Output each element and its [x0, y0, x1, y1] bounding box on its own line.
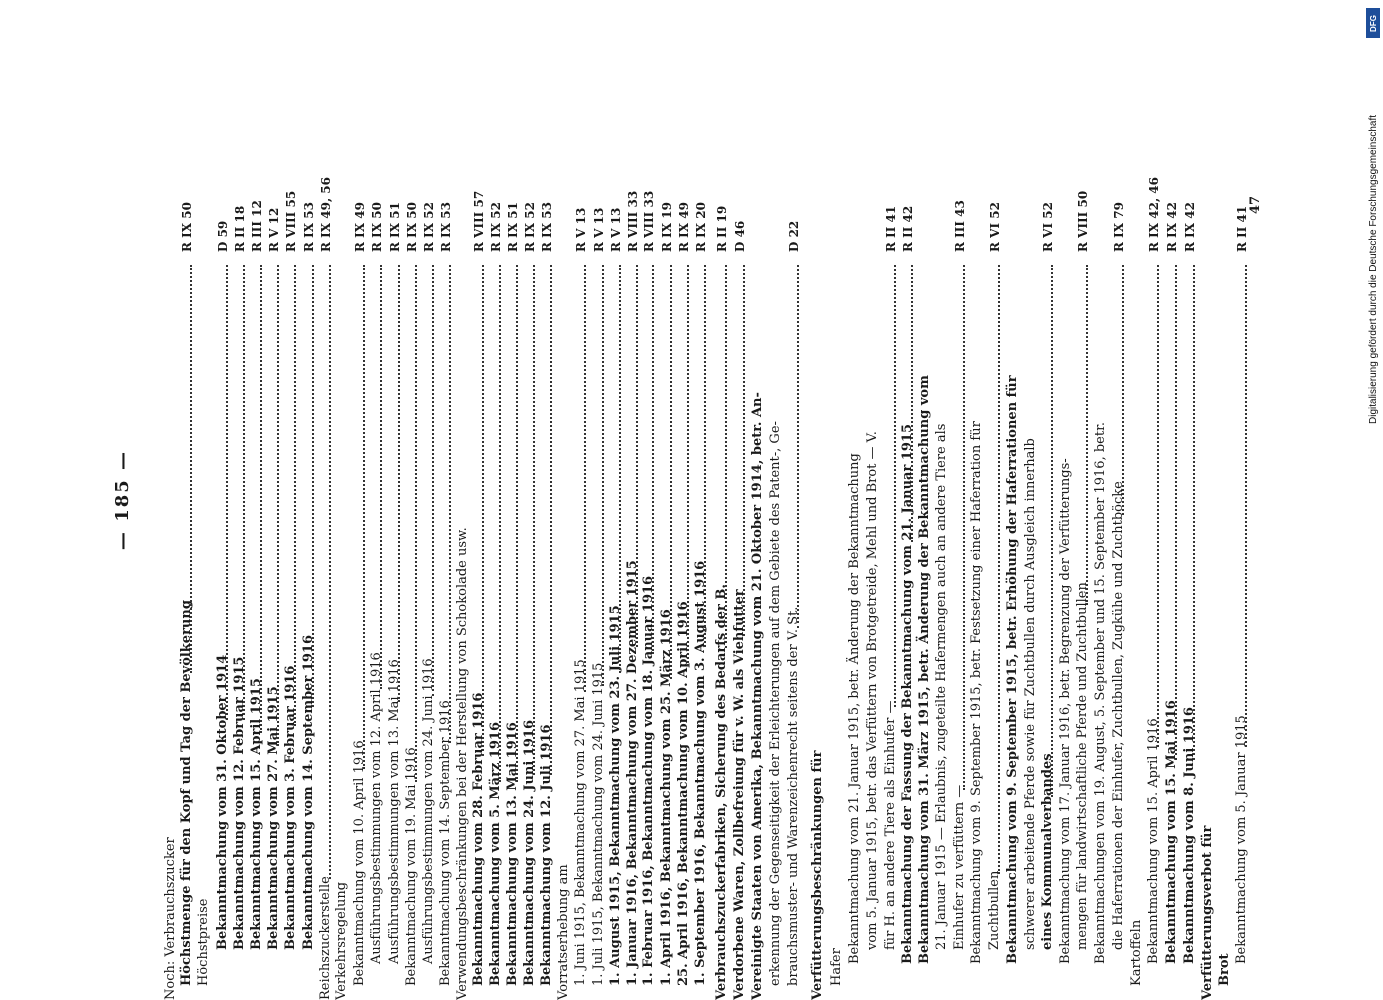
dfg-caption: Digitalisierung gefördert durch die Deutsche Forschungsgemeinschaft — [1368, 114, 1379, 424]
entry-text: Vorratserhebung am — [556, 864, 571, 1000]
entry-text: für H. an andere Tiere als Einhufer — — [883, 700, 898, 950]
dot-leader — [729, 265, 745, 636]
entry-text: Noch: Verbrauchszucker — [163, 837, 178, 1000]
entry-reference: R V 13 — [609, 207, 623, 252]
dot-leader — [401, 265, 417, 782]
dot-leader — [622, 265, 638, 647]
entry-text: Einhufer zu verfüttern — — [952, 784, 967, 950]
entry-text: Bekanntmachung vom 3. Februar 1916 — [283, 665, 298, 950]
dot-leader — [690, 265, 706, 647]
dot-leader — [366, 265, 382, 689]
entry-reference: R IX 49 — [677, 202, 691, 252]
dot-leader — [536, 265, 552, 775]
dot-leader — [1072, 265, 1088, 605]
dot-leader — [246, 265, 262, 733]
entry-text: Verfütterungsverbot für — [1200, 825, 1215, 1000]
dot-leader — [1179, 265, 1195, 760]
entry-reference: R IX 49, 56 — [319, 176, 333, 252]
dot-leader — [280, 265, 296, 726]
entry-reference: R IX 50 — [180, 202, 194, 252]
entry-text: Bekanntmachung vom 8. Juni 1916 — [1182, 707, 1197, 964]
entry-text: Bekanntmachung vom 31. März 1915, betr. Änderung der Bekanntmachung vom — [917, 375, 932, 964]
dot-leader — [880, 265, 896, 707]
entry-text: Brot — [1217, 953, 1232, 986]
dot-leader — [711, 265, 727, 648]
entry-text: 1. August 1915, Bekanntmachung vom 23. Juli 1915 — [608, 605, 623, 986]
dot-leader — [263, 265, 279, 746]
entry-reference: R V 12 — [267, 207, 281, 252]
entry-text: Bekanntmachung vom 14. September 1916 — [438, 700, 453, 986]
dot-leader — [435, 265, 451, 743]
entry-reference: R IX 50 — [405, 202, 419, 252]
entry-text: vom 5. Januar 1915, betr. das Verfüttern von Brotgetreide, Mehl und Brot — V. — [865, 431, 880, 950]
dot-leader — [485, 265, 501, 782]
dot-leader — [229, 265, 245, 720]
entry-reference: R VIII 55 — [284, 190, 298, 252]
entry-text: Bekanntmachung vom 5. März 1916 — [488, 721, 503, 986]
entry-text: Bekanntmachung vom 31. Oktober 1914 — [215, 654, 230, 950]
footer-number: 47 — [1248, 195, 1263, 214]
entry-text: Bekanntmachung vom 14. September 1916 — [301, 634, 316, 950]
entry-text: Ausführungsbestimmungen vom 24. Juni 1916 — [421, 658, 436, 964]
entry-text: Bekanntmachung vom 9. September 1915, betr. Festsetzung einer Haferration für — [969, 421, 984, 964]
dot-leader — [349, 265, 365, 769]
dot-leader — [298, 265, 314, 707]
dot-leader — [1108, 265, 1124, 515]
entry-text: Bekanntmachung vom 15. Mai 1916 — [1164, 700, 1179, 964]
entry-text: Bekanntmachung vom 10. April 1916 — [352, 740, 367, 986]
entry-reference: R IX 49 — [353, 202, 367, 252]
entry-reference: D 46 — [733, 220, 747, 252]
entry-reference: R IX 51 — [506, 202, 520, 252]
entry-reference: R II 19 — [715, 205, 729, 252]
entry-reference: R VI 52 — [988, 202, 1002, 252]
entry-text: 25. April 1916, Bekanntmachung vom 10. April 1916 — [676, 601, 691, 986]
dot-leader — [418, 265, 434, 696]
entry-reference: R VIII 57 — [472, 190, 486, 252]
entry-reference: R VIII 50 — [1076, 190, 1090, 252]
entry-reference: R IX 52 — [523, 202, 537, 252]
entry-reference: R IX 79 — [1112, 202, 1126, 252]
entry-text: Bekanntmachungen vom 19. August, 5. September und 15. September 1916, betr. — [1093, 422, 1108, 964]
entry-reference: R II 18 — [233, 205, 247, 252]
entry-text: Reichszuckerstelle — [318, 876, 333, 1000]
entry-text: Hafer — [829, 948, 844, 986]
entry-text: Bekanntmachung vom 19. Mai 1916 — [404, 747, 419, 986]
entry-reference: R IX 51 — [388, 202, 402, 252]
entry-reference: R II 41 — [1235, 205, 1249, 252]
entry-text: eines Kommunalverbandes — [1040, 753, 1055, 950]
dot-leader — [1161, 265, 1177, 760]
dot-leader — [570, 265, 586, 692]
entry-text: Verbrauchszuckerfabriken, Sicherung des Bedarfs der B. — [714, 584, 729, 1000]
entry-text: Bekanntmachung vom 5. Januar 1915 — [1234, 715, 1249, 964]
entry-text: Bekanntmachung vom 9. September 1915, betr. Erhöhung der Haferrationen für — [1005, 375, 1020, 964]
entry-reference: R VI 52 — [1041, 202, 1055, 252]
dot-leader — [1037, 265, 1053, 797]
dot-leader — [384, 265, 400, 702]
entry-reference: R IX 20 — [694, 202, 708, 252]
entry-text: Kartoffeln — [1129, 919, 1144, 986]
entry-text: Bekanntmachung vom 24. Juni 1916 — [522, 719, 537, 986]
dot-leader — [897, 265, 913, 542]
entry-text: Ausführungsbestimmungen vom 12. April 1916 — [369, 652, 384, 964]
entry-text: mengen für landwirtschaftliche Pferde und Zuchtbullen — [1075, 582, 1090, 950]
entry-text: 1. September 1916, Bekanntmachung vom 3. August 1916 — [693, 560, 708, 986]
entry-text: 21. Januar 1915 — Erlaubnis, zugeteilte Hafermengen auch an andere Tiere als — [934, 423, 949, 950]
entry-text: Bekanntmachung vom 13. Mai 1916 — [505, 722, 520, 986]
dot-leader — [176, 265, 192, 673]
dot-leader — [502, 265, 518, 782]
entry-reference: R VIII 33 — [626, 190, 640, 252]
dot-leader — [468, 265, 484, 756]
dot-leader — [656, 265, 672, 679]
entry-reference: R IX 53 — [302, 202, 316, 252]
entry-text: Höchstpreise — [196, 898, 211, 986]
dot-leader — [984, 265, 1000, 874]
dot-leader — [949, 265, 965, 790]
entry-text: Verdorbene Waren, Zollbefreiung für v. W. als Viehfutter — [732, 589, 747, 1000]
entry-reference: R II 41 — [884, 205, 898, 252]
entry-text: 1. Juni 1915, Bekanntmachung vom 27. Mai 1915 — [573, 659, 588, 986]
dot-leader — [212, 265, 228, 720]
entry-text: 1. Januar 1916, Bekanntmachung vom 27. Dezember 1915 — [625, 560, 640, 986]
entry-reference: R V 13 — [574, 207, 588, 252]
page-number: — 185 — — [112, 449, 133, 551]
entry-reference: R III 12 — [250, 200, 264, 252]
entry-text: Zuchtbullen — [987, 870, 1002, 950]
dot-leader — [1143, 265, 1159, 747]
entry-text: Bekanntmachung vom 15. April 1916 — [1146, 718, 1161, 964]
entry-text: Vereinigte Staaten von Amerika, Bekanntmachung vom 21. Oktober 1914, betr. An- — [750, 392, 765, 1000]
entry-text: Verkehrsregelung — [334, 881, 349, 1000]
entry-reference: R VIII 33 — [642, 190, 656, 252]
entry-text: schwerer arbeitende Pferde sowie für Zuchtbullen durch Ausgleich innerhalb — [1023, 438, 1038, 950]
entry-reference: R V 13 — [592, 207, 606, 252]
entry-reference: R IX 19 — [660, 202, 674, 252]
dot-leader — [638, 265, 654, 654]
entry-text: Bekanntmachung vom 17. Januar 1916, betr. Begrenzung der Verfütterungs- — [1058, 458, 1073, 964]
dfg-credit-strip — [1366, 8, 1382, 424]
entry-text: Bekanntmachung vom 12. Februar 1915 — [232, 656, 247, 950]
entry-reference: D 22 — [787, 220, 801, 252]
entry-text: 1. Februar 1916, Bekanntmachung vom 18. Januar 1916 — [641, 575, 656, 986]
entry-text: Bekanntmachung vom 27. Mai 1915 — [266, 686, 281, 950]
entry-reference: R IX 53 — [439, 202, 453, 252]
entry-text: Bekanntmachung vom 21. Januar 1915, betr. Änderung der Bekanntmachung — [847, 453, 862, 964]
dfg-logo: DFG — [1366, 8, 1380, 38]
index-entry — [783, 0, 805, 1000]
entry-text: Bekanntmachung vom 12. Juli 1916 — [539, 724, 554, 986]
entry-text: Ausführungsbestimmungen vom 13. Mai 1916 — [387, 659, 402, 964]
entry-text: die Haferrationen der Einhufer, Zuchtbullen, Zugkühe und Zuchtböcke — [1111, 481, 1126, 950]
entry-reference: R IX 42 — [1165, 202, 1179, 252]
entry-reference: R III 43 — [953, 200, 967, 252]
entry-text: Bekanntmachung vom 15. April 1915 — [249, 678, 264, 950]
dot-leader — [783, 265, 799, 628]
entry-text: Höchstmenge für den Kopf und Tag der Bevölkerung — [179, 600, 194, 986]
entry-reference: R IX 52 — [422, 202, 436, 252]
entry-reference: R IX 42, 46 — [1147, 176, 1161, 252]
dot-leader — [519, 265, 535, 775]
entry-text: brauchsmuster- und Warenzeichenrecht seitens der V. St. — [786, 606, 801, 986]
dot-leader — [1231, 265, 1247, 747]
entry-reference: R IX 50 — [370, 202, 384, 252]
entry-reference: R II 42 — [901, 205, 915, 252]
entry-text: Bekanntmachung der Fassung der Bekanntmachung vom 21. Januar 1915 — [900, 423, 915, 964]
entry-reference: R IX 52 — [489, 202, 503, 252]
entry-text: 1. Juli 1915, Bekanntmachung vom 24. Juni 1915 — [591, 662, 606, 986]
dot-leader — [605, 265, 621, 673]
entry-text: Bekanntmachung vom 28. Februar 1916 — [471, 692, 486, 986]
entry-reference: D 59 — [216, 220, 230, 252]
entry-reference: R IX 42 — [1183, 202, 1197, 252]
dot-leader — [588, 265, 604, 686]
entry-text: 1. April 1916, Bekanntmachung vom 25. März 1916 — [659, 609, 674, 986]
dot-leader — [315, 265, 331, 879]
entry-text: Verfütterungsbeschränkungen für — [810, 750, 825, 1000]
entry-reference: R IX 53 — [540, 202, 554, 252]
index-entry — [690, 0, 712, 1000]
entry-text: erkennung der Gegenseitigkeit der Erleichterungen auf dem Gebiete des Patent-, Ge- — [768, 421, 783, 986]
dot-leader — [673, 265, 689, 666]
entry-text: Verwendungsbeschränkungen bei der Herstellung von Schokolade usw. — [455, 527, 470, 1000]
index-entry — [1231, 0, 1253, 1000]
